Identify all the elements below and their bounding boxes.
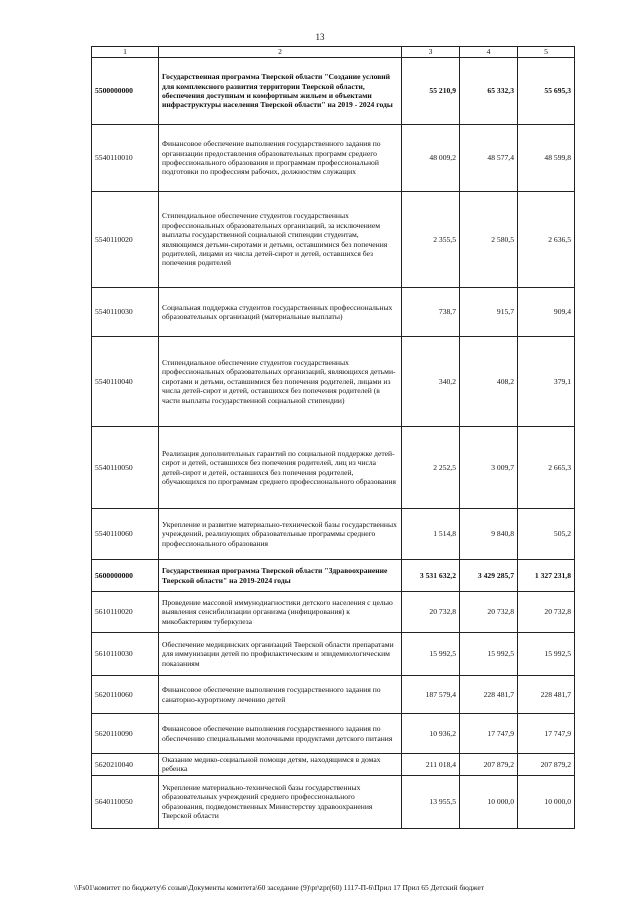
amount-cell: 738,7 bbox=[402, 288, 460, 337]
kbk-code-cell: 5540110030 bbox=[92, 288, 159, 337]
description-cell: Государственная программа Тверской области "Создание условий для комплексного развития территории Тверской области, обеспечения доступным и комфортным жильем и объектами инфраструктуры населения Тверской области" на 2019 - 2024 годы bbox=[159, 58, 402, 125]
amount-cell: 505,2 bbox=[518, 509, 575, 560]
amount-cell: 340,2 bbox=[402, 337, 460, 427]
amount-cell: 17 747,9 bbox=[460, 714, 518, 754]
amount-cell: 55 695,3 bbox=[518, 58, 575, 125]
amount-cell: 55 210,9 bbox=[402, 58, 460, 125]
kbk-code-cell: 5500000000 bbox=[92, 58, 159, 125]
kbk-code-cell: 5620110060 bbox=[92, 676, 159, 714]
amount-cell: 10 000,0 bbox=[460, 775, 518, 828]
table-row bbox=[92, 192, 575, 288]
table-row bbox=[92, 676, 575, 714]
description-cell: Реализация дополнительных гарантий по социальной поддержке детей-сирот и детей, оставшихся без попечения родителей, лиц из числа детей-сирот и детей, оставшихся без попечения родителей, обучающихся по программам среднего профессионального образования bbox=[159, 427, 402, 509]
table-row bbox=[92, 592, 575, 633]
kbk-code-cell: 5640110050 bbox=[92, 775, 159, 828]
amount-cell: 17 747,9 bbox=[518, 714, 575, 754]
amount-cell: 15 992,5 bbox=[460, 633, 518, 676]
amount-cell: 2 636,5 bbox=[518, 192, 575, 288]
description-cell: Стипендиальное обеспечение студентов государственных профессиональных образовательных организаций, за исключением выплаты государственной социальной стипендии студентам, являющимся детьми-сиротами и детьми, оставшимися без попечения родителей, лицами из числа детей-сирот и детей, оставшихся без попечения родителей bbox=[159, 192, 402, 288]
table-row bbox=[92, 125, 575, 192]
table-row bbox=[92, 58, 575, 125]
kbk-code-cell: 5540110050 bbox=[92, 427, 159, 509]
table-row bbox=[92, 714, 575, 754]
description-cell: Укрепление материально-технической базы государственных образовательных учреждений среднего профессионального образования, подведомственных Министерству здравоохранения Тверской области bbox=[159, 775, 402, 828]
amount-cell: 20 732,8 bbox=[460, 592, 518, 633]
description-cell: Финансовое обеспечение выполнения государственного задания по организации предоставления образовательных программ среднего профессионального образования и программам профессиональной подготовки по профессиям рабочих, должностям служащих bbox=[159, 125, 402, 192]
amount-cell: 211 018,4 bbox=[402, 754, 460, 776]
amount-cell: 909,4 bbox=[518, 288, 575, 337]
amount-cell: 15 992,5 bbox=[518, 633, 575, 676]
kbk-code-cell: 5620110090 bbox=[92, 714, 159, 754]
description-cell: Финансовое обеспечение выполнения государственного задания по санаторно-курортному лечению детей bbox=[159, 676, 402, 714]
amount-cell: 48 599,8 bbox=[518, 125, 575, 192]
amount-cell: 48 577,4 bbox=[460, 125, 518, 192]
table-row bbox=[92, 775, 575, 828]
amount-cell: 379,1 bbox=[518, 337, 575, 427]
amount-cell: 408,2 bbox=[460, 337, 518, 427]
table-row bbox=[92, 633, 575, 676]
kbk-code-cell: 5610110020 bbox=[92, 592, 159, 633]
amount-cell: 65 332,3 bbox=[460, 58, 518, 125]
amount-cell: 20 732,8 bbox=[518, 592, 575, 633]
budget-table bbox=[91, 46, 575, 829]
amount-cell: 9 840,8 bbox=[460, 509, 518, 560]
amount-cell: 1 514,8 bbox=[402, 509, 460, 560]
amount-cell: 228 481,7 bbox=[518, 676, 575, 714]
table-row bbox=[92, 509, 575, 560]
kbk-code-cell: 5540110010 bbox=[92, 125, 159, 192]
table-row bbox=[92, 337, 575, 427]
amount-cell: 10 000,0 bbox=[518, 775, 575, 828]
amount-cell: 228 481,7 bbox=[460, 676, 518, 714]
column-header: 3 bbox=[402, 47, 460, 58]
table-header-row bbox=[92, 47, 575, 58]
table-row bbox=[92, 754, 575, 776]
amount-cell: 2 252,5 bbox=[402, 427, 460, 509]
amount-cell: 207 879,2 bbox=[518, 754, 575, 776]
amount-cell: 10 936,2 bbox=[402, 714, 460, 754]
amount-cell: 1 327 231,8 bbox=[518, 560, 575, 592]
column-header: 5 bbox=[518, 47, 575, 58]
amount-cell: 48 009,2 bbox=[402, 125, 460, 192]
amount-cell: 2 665,3 bbox=[518, 427, 575, 509]
amount-cell: 3 429 285,7 bbox=[460, 560, 518, 592]
amount-cell: 15 992,5 bbox=[402, 633, 460, 676]
description-cell: Проведение массовой иммунодиагностики детского населения с целью выявления сенсибилизации организма (инфицирования) к микобактериям туберкулеза bbox=[159, 592, 402, 633]
description-cell: Государственная программа Тверской области "Здравоохранение Тверской области" на 2019-2024 годы bbox=[159, 560, 402, 592]
amount-cell: 3 531 632,2 bbox=[402, 560, 460, 592]
column-header: 2 bbox=[159, 47, 402, 58]
description-cell: Обеспечение медицинских организаций Тверской области препаратами для иммунизации детей по профилактическим и эпидемиологическим показаниям bbox=[159, 633, 402, 676]
kbk-code-cell: 5540110040 bbox=[92, 337, 159, 427]
kbk-code-cell: 5600000000 bbox=[92, 560, 159, 592]
kbk-code-cell: 5620210040 bbox=[92, 754, 159, 776]
column-header: 4 bbox=[460, 47, 518, 58]
table-row bbox=[92, 427, 575, 509]
amount-cell: 3 009,7 bbox=[460, 427, 518, 509]
table-row bbox=[92, 560, 575, 592]
kbk-code-cell: 5540110020 bbox=[92, 192, 159, 288]
amount-cell: 13 955,5 bbox=[402, 775, 460, 828]
amount-cell: 207 879,2 bbox=[460, 754, 518, 776]
description-cell: Стипендиальное обеспечение студентов государственных профессиональных образовательных организаций, являющихся детьми-сиротами и детьми, оставшимися без попечения родителей, лицами из числа детей-сирот и детей, оставшихся без попечения родителей (в части выплаты государственной социальной стипендии) bbox=[159, 337, 402, 427]
table-row bbox=[92, 288, 575, 337]
description-cell: Укрепление и развитие материально-технической базы государственных учреждений, реализующих образовательные программы среднего профессионального образования bbox=[159, 509, 402, 560]
column-header: 1 bbox=[92, 47, 159, 58]
amount-cell: 187 579,4 bbox=[402, 676, 460, 714]
description-cell: Социальная поддержка студентов государственных профессиональных образовательных организаций (материальные выплаты) bbox=[159, 288, 402, 337]
amount-cell: 2 355,5 bbox=[402, 192, 460, 288]
file-path-footer: \\Fs01\комитет по бюджету\6 созыв\Документы комитета\60 заседание (9)\pr\zpr(60) 1117-П-6\Прил 17 Прил 65 Детский бюджет bbox=[74, 883, 484, 892]
amount-cell: 915,7 bbox=[460, 288, 518, 337]
page-number: 13 bbox=[315, 32, 325, 42]
amount-cell: 2 580,5 bbox=[460, 192, 518, 288]
description-cell: Финансовое обеспечение выполнения государственного задания по обеспечению специальными молочными продуктами детского питания bbox=[159, 714, 402, 754]
kbk-code-cell: 5540110060 bbox=[92, 509, 159, 560]
kbk-code-cell: 5610110030 bbox=[92, 633, 159, 676]
amount-cell: 20 732,8 bbox=[402, 592, 460, 633]
description-cell: Оказание медико-социальной помощи детям, находящимся в домах ребенка bbox=[159, 754, 402, 776]
